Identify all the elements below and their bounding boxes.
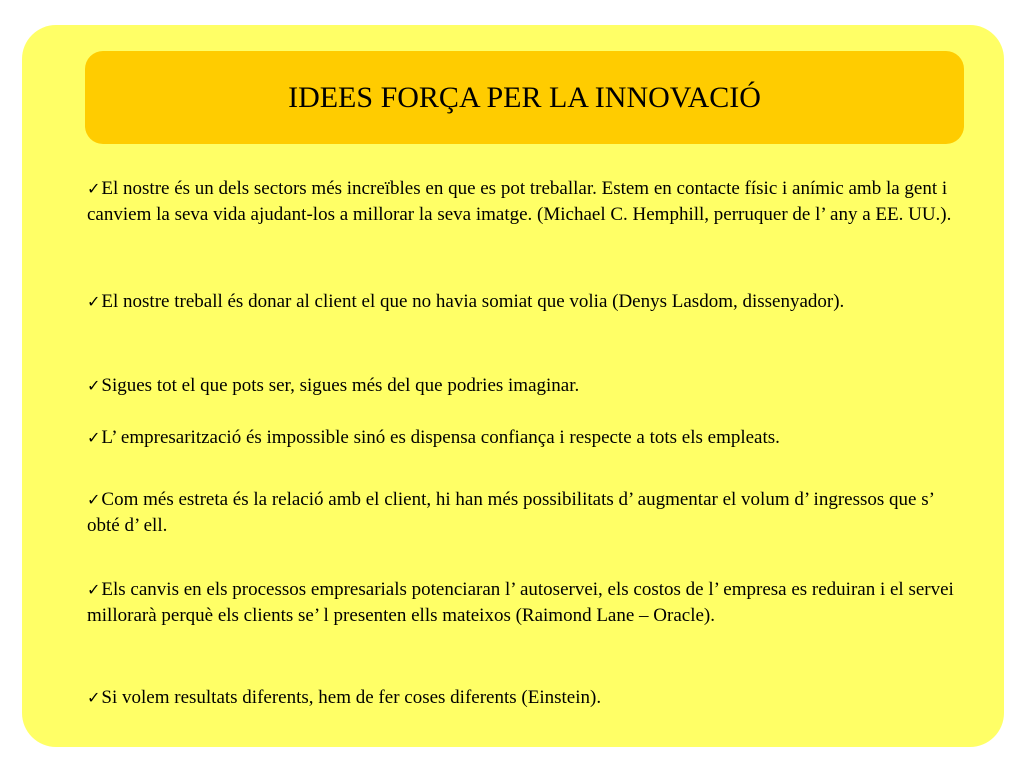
bullet-text: L’ empresarització és impossible sinó es dispensa confiança i respecte a tots els empleats.	[101, 427, 780, 448]
checkmark-icon: ✓	[87, 376, 101, 395]
checkmark-icon: ✓	[87, 490, 101, 509]
bullet-text: Els canvis en els processos empresarials potenciaran l’ autoservei, els costos de l’ empresa es reduiran i el servei millorarà perquè els clients se’ l presenten ells mateixos (Raimond Lane – Oracle).	[87, 579, 954, 626]
checkmark-icon: ✓	[87, 428, 101, 447]
bullet-item	[87, 425, 967, 451]
bullet-text: Si volem resultats diferents, hem de fer coses diferents (Einstein).	[101, 687, 602, 708]
bullet-item	[87, 176, 967, 228]
title-banner	[85, 51, 964, 144]
bullet-item	[87, 685, 967, 711]
checkmark-icon: ✓	[87, 179, 101, 198]
checkmark-icon: ✓	[87, 292, 101, 311]
slide-title: IDEES FORÇA PER LA INNOVACIÓ	[288, 80, 761, 114]
bullet-text: El nostre és un dels sectors més increïbles en que es pot treballar. Estem en contacte físic i anímic amb la gent i canviem la seva vida ajudant-los a millorar la seva imatge. (Michael C. Hemphill, perruquer de l’ any a EE. UU.).	[87, 178, 952, 225]
bullet-item	[87, 577, 967, 629]
bullet-text: El nostre treball és donar al client el que no havia somiat que volia (Denys Lasdom, dissenyador).	[101, 291, 845, 312]
bullet-item	[87, 487, 967, 539]
checkmark-icon: ✓	[87, 688, 101, 707]
bullet-item	[87, 289, 967, 315]
checkmark-icon: ✓	[87, 580, 101, 599]
bullet-item	[87, 373, 967, 399]
bullet-text: Sigues tot el que pots ser, sigues més del que podries imaginar.	[101, 375, 580, 396]
bullet-text: Com més estreta és la relació amb el client, hi han més possibilitats d’ augmentar el volum d’ ingressos que s’ obté d’ ell.	[87, 489, 934, 536]
